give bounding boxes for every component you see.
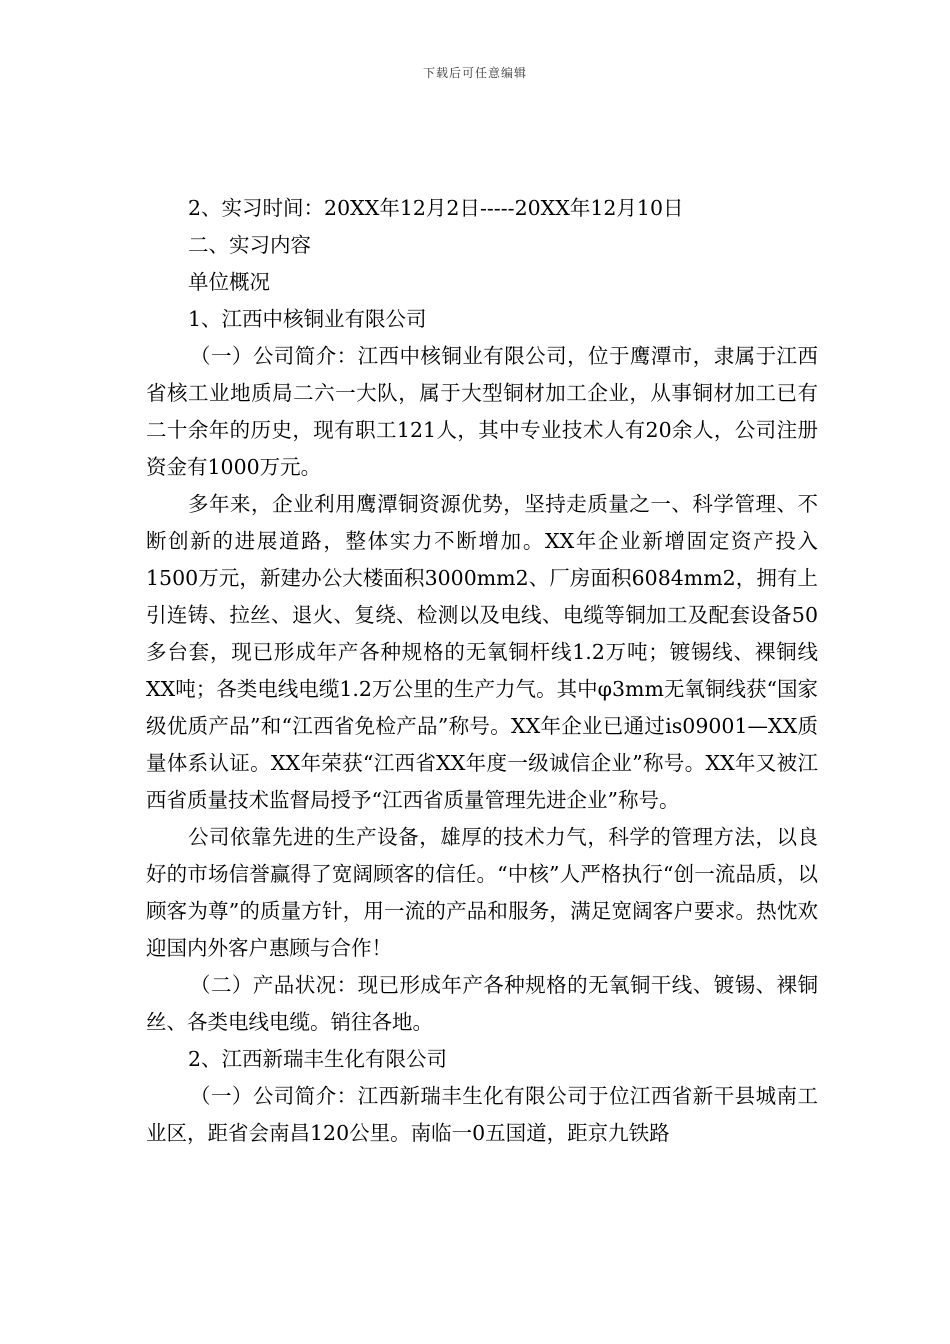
document-body (146, 190, 818, 1152)
heading-company-2: 2、江西新瑞丰生化有限公司 (188, 1047, 448, 1071)
paragraph-company-1-history: 多年来，企业利用鹰潭铜资源优势，坚持走质量之一、科学管理、不断创新的进展道路，整体实力不断增加。XX年企业新增固定资产投入1500万元，新建办公大楼面积3000mm2、厂房面积6084mm2，拥有上引连铸、拉丝、退火、复绕、检测以及电线、电缆等铜加工及配套设备50多台套，现已形成年产各种规格的无氧铜杆线1.2万吨；镀锡线、裸铜线XX吨；各类电线电缆1.2万公里的生产力气。其中φ3mm无氧铜线获“国家级优质产品”和“江西省免检产品”称号。XX年企业已通过is09001—XX质量体系认证。XX年荣获“江西省XX年度一级诚信企业”称号。XX年又被江西省质量技术监督局授予“江西省质量管理先进企业”称号。 (146, 492, 818, 812)
paragraph-company-1-quality: 公司依靠先进的生产设备，雄厚的技术力气，科学的管理方法，以良好的市场信誉赢得了宽阔顾客的信任。“中核”人严格执行“创一流品质，以顾客为尊”的质量方针，用一流的产品和服务，满足宽阔客户要求。热忱欢迎国内外客户惠顾与合作！ (146, 825, 818, 960)
paragraph-company-1-products: （二）产品状况：现已形成年产各种规格的无氧铜干线、镀锡、裸铜丝、各类电线电缆。销往各地。 (146, 973, 818, 1034)
paragraph-company-2-intro: （一）公司简介：江西新瑞丰生化有限公司于位江西省新干县城南工业区，距省会南昌120公里。南临一0五国道，距京九铁路 (146, 1084, 818, 1145)
paragraph-internship-time: 2、实习时间：20XX年12月2日-----20XX年12月10日 (188, 196, 684, 220)
page-header-note: 下载后可任意编辑 (422, 66, 527, 80)
heading-internship-content: 二、实习内容 (188, 233, 311, 257)
paragraph-company-1-intro: （一）公司简介：江西中核铜业有限公司，位于鹰潭市，隶属于江西省核工业地质局二六一大队，属于大型铜材加工企业，从事铜材加工已有二十余年的历史，现有职工121人，其中专业技术人有20余人，公司注册资金有1000万元。 (146, 344, 818, 479)
heading-company-1: 1、江西中核铜业有限公司 (188, 307, 427, 331)
heading-unit-overview: 单位概况 (188, 270, 270, 294)
